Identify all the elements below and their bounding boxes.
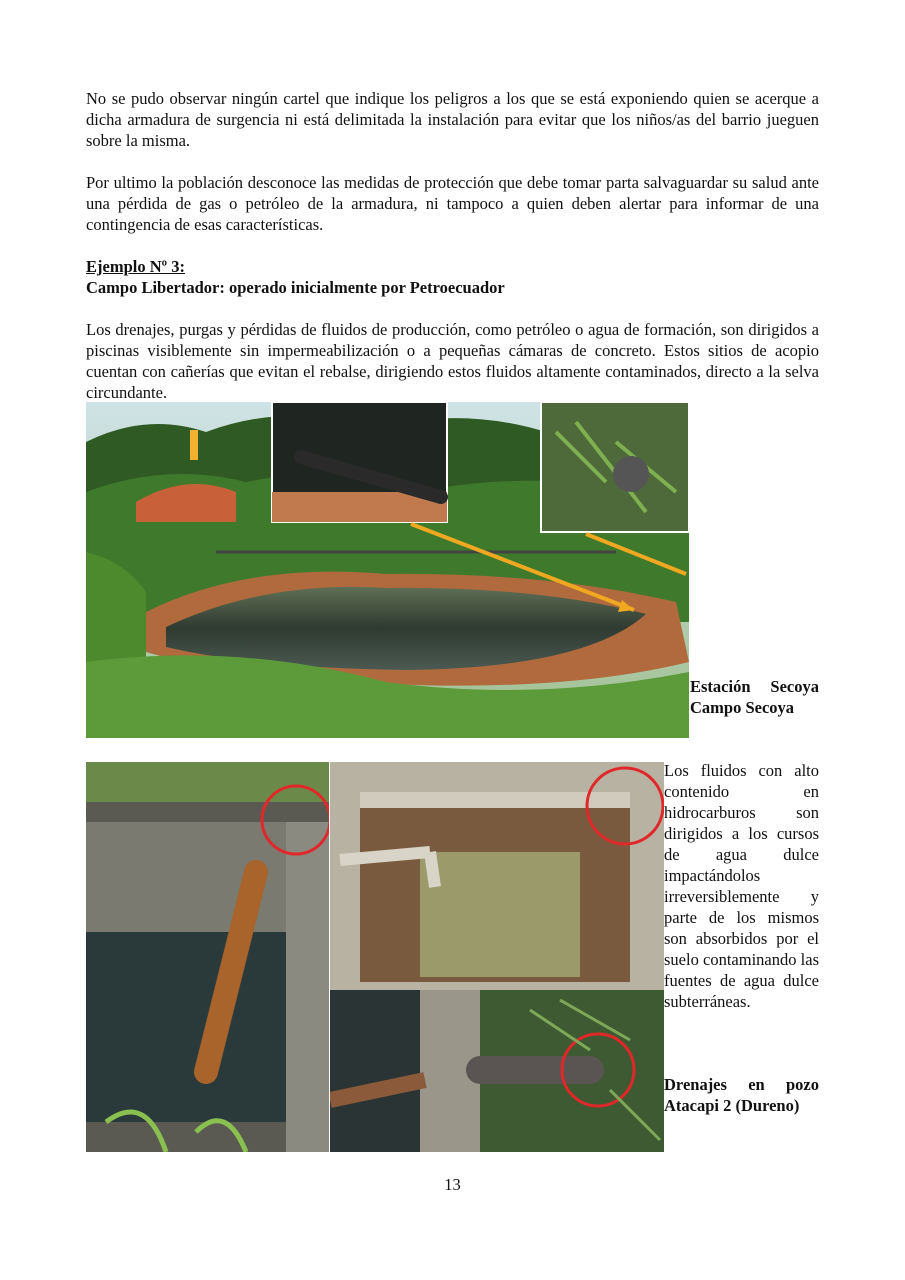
figure1-caption-line1: Estación Secoya [690, 677, 819, 696]
outflow-pipe-illustration [330, 990, 664, 1152]
drain-pipe-left-illustration [86, 762, 329, 1152]
figure2-caption-line2: Atacapi 2 (Dureno) [664, 1096, 800, 1115]
concrete-chamber-illustration [330, 762, 664, 990]
example-title: Campo Libertador: operado inicialmente por Petroecuador [86, 278, 505, 297]
figure2-description: Los fluidos con alto contenido en hidrocarburos son dirigidos a los cursos de agua dulce impactándolos irreversiblemente y parte de los mismos son absorbidos por el suelo contaminando las fuentes de agua dulce subterráneas. [664, 761, 819, 1011]
photo-drain-pipe-left [86, 762, 329, 1152]
paragraph-warning-sign: No se pudo observar ningún cartel que indique los peligros a los que se está exponiendo quien se acerque a dicha armadura de surgencia ni está delimitada la instalación para evitar que los niños/as del barrio jueguen sobre la misma. [86, 89, 819, 150]
photo-secoya-pond [86, 402, 689, 738]
figure2-caption [664, 1074, 819, 1116]
photo-concrete-chamber [330, 762, 664, 990]
figure2-caption-line1: Drenajes en pozo [664, 1075, 819, 1094]
secoya-pond-illustration [86, 402, 689, 738]
paragraph-drainage: Los drenajes, purgas y pérdidas de fluidos de producción, como petróleo o agua de formación, son dirigidos a piscinas visiblemente sin impermeabilización o a pequeñas cámaras de concreto. Estos sitios de acopio cuentan con cañerías que evitan el rebalse, dirigiendo estos fluidos altamente contaminados, directo a la selva circundante. [86, 320, 819, 402]
example-label: Ejemplo Nº 3: [86, 257, 185, 276]
page-number: 13 [444, 1175, 461, 1194]
photo-outflow-pipe [330, 990, 664, 1152]
paragraph-population-protection: Por ultimo la población desconoce las medidas de protección que debe tomar parta salvaguardar su salud ante una pérdida de gas o petróleo de la armadura, ni tampoco a quien deben alertar para informar de una contingencia de esas características. [86, 173, 819, 234]
figure1-caption-line2: Campo Secoya [690, 698, 795, 717]
figure1-caption [690, 676, 819, 718]
